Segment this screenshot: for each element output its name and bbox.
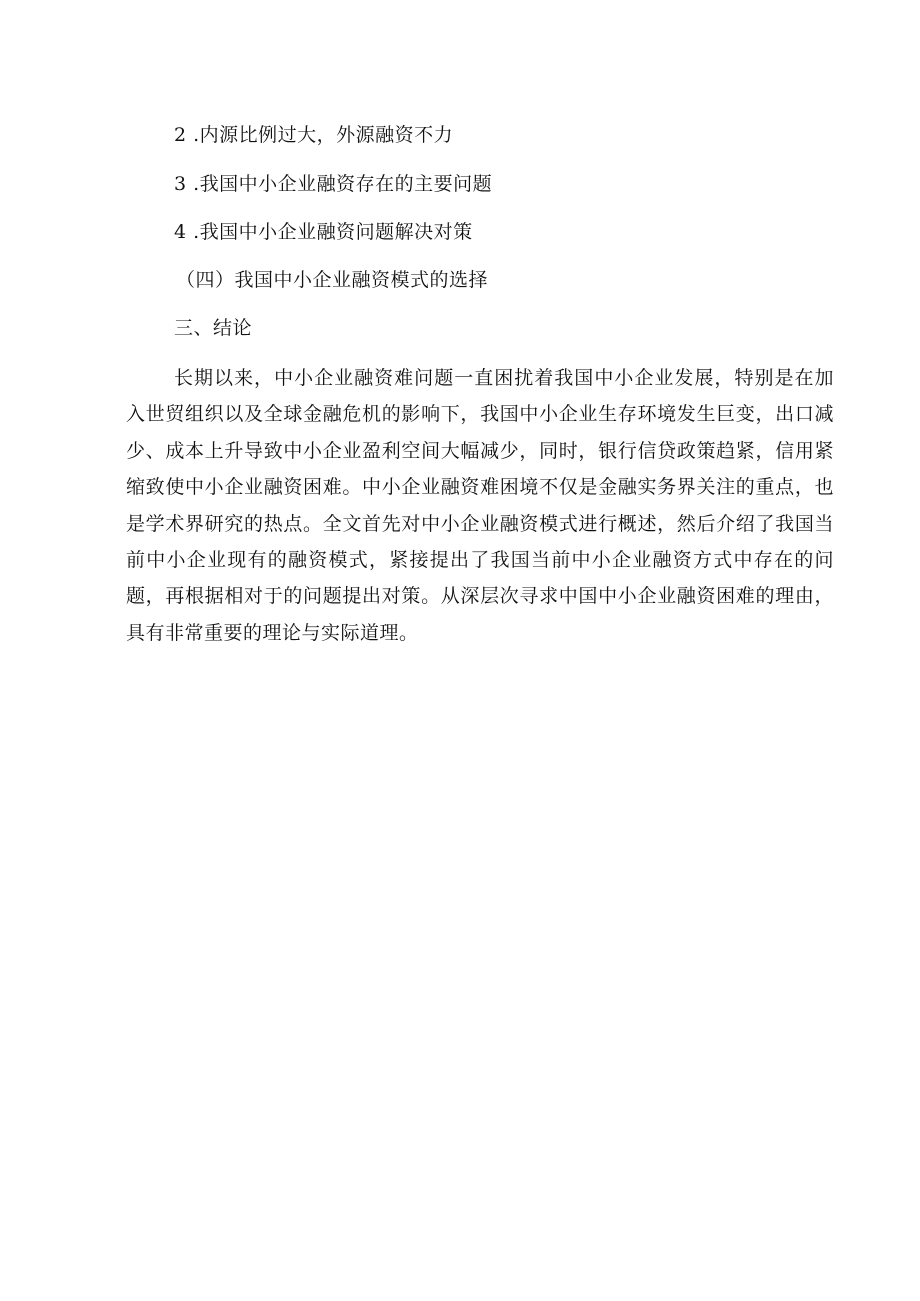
outline-subsection-4: （四）我国中小企业融资模式的选择 xyxy=(176,269,489,291)
conclusion-paragraph: 长期以来，中小企业融资难问题一直困扰着我国中小企业发展，特别是在加入世贸组织以及全球金融危机的影响下，我国中小企业生存环境发生巨变，出口减少、成本上升导致中小企业盈利空间大幅减少，同时，银行信贷政策趋紧，信用紧缩致使中小企业融资困难。中小企业融资难困境不仅是金融实务界关注的重点，也是学术界研究的热点。全文首先对中小企业融资模式进行概述，然后介绍了我国当前中小企业现有的融资模式，紧接提出了我国当前中小企业融资方式中存在的问题，再根据相对于的问题提出对策。从深层次寻求中国中小企业融资困难的理由，具有非常重要的理论与实际道理。 xyxy=(126,367,834,644)
outline-item-3: 3 .我国中小企业融资存在的主要问题 xyxy=(174,173,493,195)
outline-item-2: 2 .内源比例过大，外源融资不力 xyxy=(174,124,454,146)
section-heading-conclusion: 三、结论 xyxy=(174,317,253,339)
outline-item-4: 4 .我国中小企业融资问题解决对策 xyxy=(174,221,473,243)
